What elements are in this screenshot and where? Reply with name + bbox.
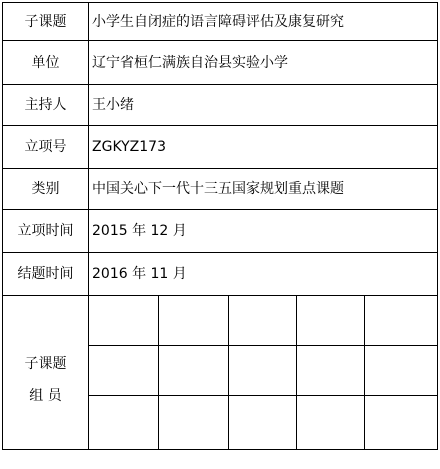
row-completion-date [3,253,438,296]
member-cell [89,346,159,396]
label-approval-date: 立项时间 [3,210,89,253]
member-cell [297,296,365,346]
member-cell [89,296,159,346]
member-cell [365,296,438,346]
label-unit: 单位 [3,41,89,85]
member-cell [229,346,297,396]
label-members [3,296,89,450]
member-cell [159,346,229,396]
member-cell [159,296,229,346]
label-completion-date: 结题时间 [3,253,89,296]
value-approval-date: 2015 年 12 月 [89,210,438,253]
project-info-table [2,2,438,450]
label-members-line1: 子课题 [24,356,67,372]
member-cell [89,396,159,450]
row-subtopic [3,3,438,41]
row-category [3,169,438,210]
member-cell [159,396,229,450]
row-unit [3,41,438,85]
label-members-line2: 组 员 [29,388,62,404]
value-host: 王小绪 [89,85,438,126]
row-project-number [3,126,438,169]
member-cell [297,396,365,450]
value-unit: 辽宁省桓仁满族自治县实验小学 [89,41,438,85]
label-subtopic: 子课题 [3,3,89,41]
value-subtopic: 小学生自闭症的语言障碍评估及康复研究 [89,3,438,41]
member-grid-row [3,296,438,346]
label-host: 主持人 [3,85,89,126]
row-approval-date [3,210,438,253]
label-project-number: 立项号 [3,126,89,169]
member-cell [365,346,438,396]
member-cell [297,346,365,396]
row-host [3,85,438,126]
member-cell [365,396,438,450]
member-cell [229,296,297,346]
member-cell [229,396,297,450]
value-completion-date: 2016 年 11 月 [89,253,438,296]
label-category: 类别 [3,169,89,210]
value-project-number: ZGKYZ173 [89,126,438,169]
value-category: 中国关心下一代十三五国家规划重点课题 [89,169,438,210]
